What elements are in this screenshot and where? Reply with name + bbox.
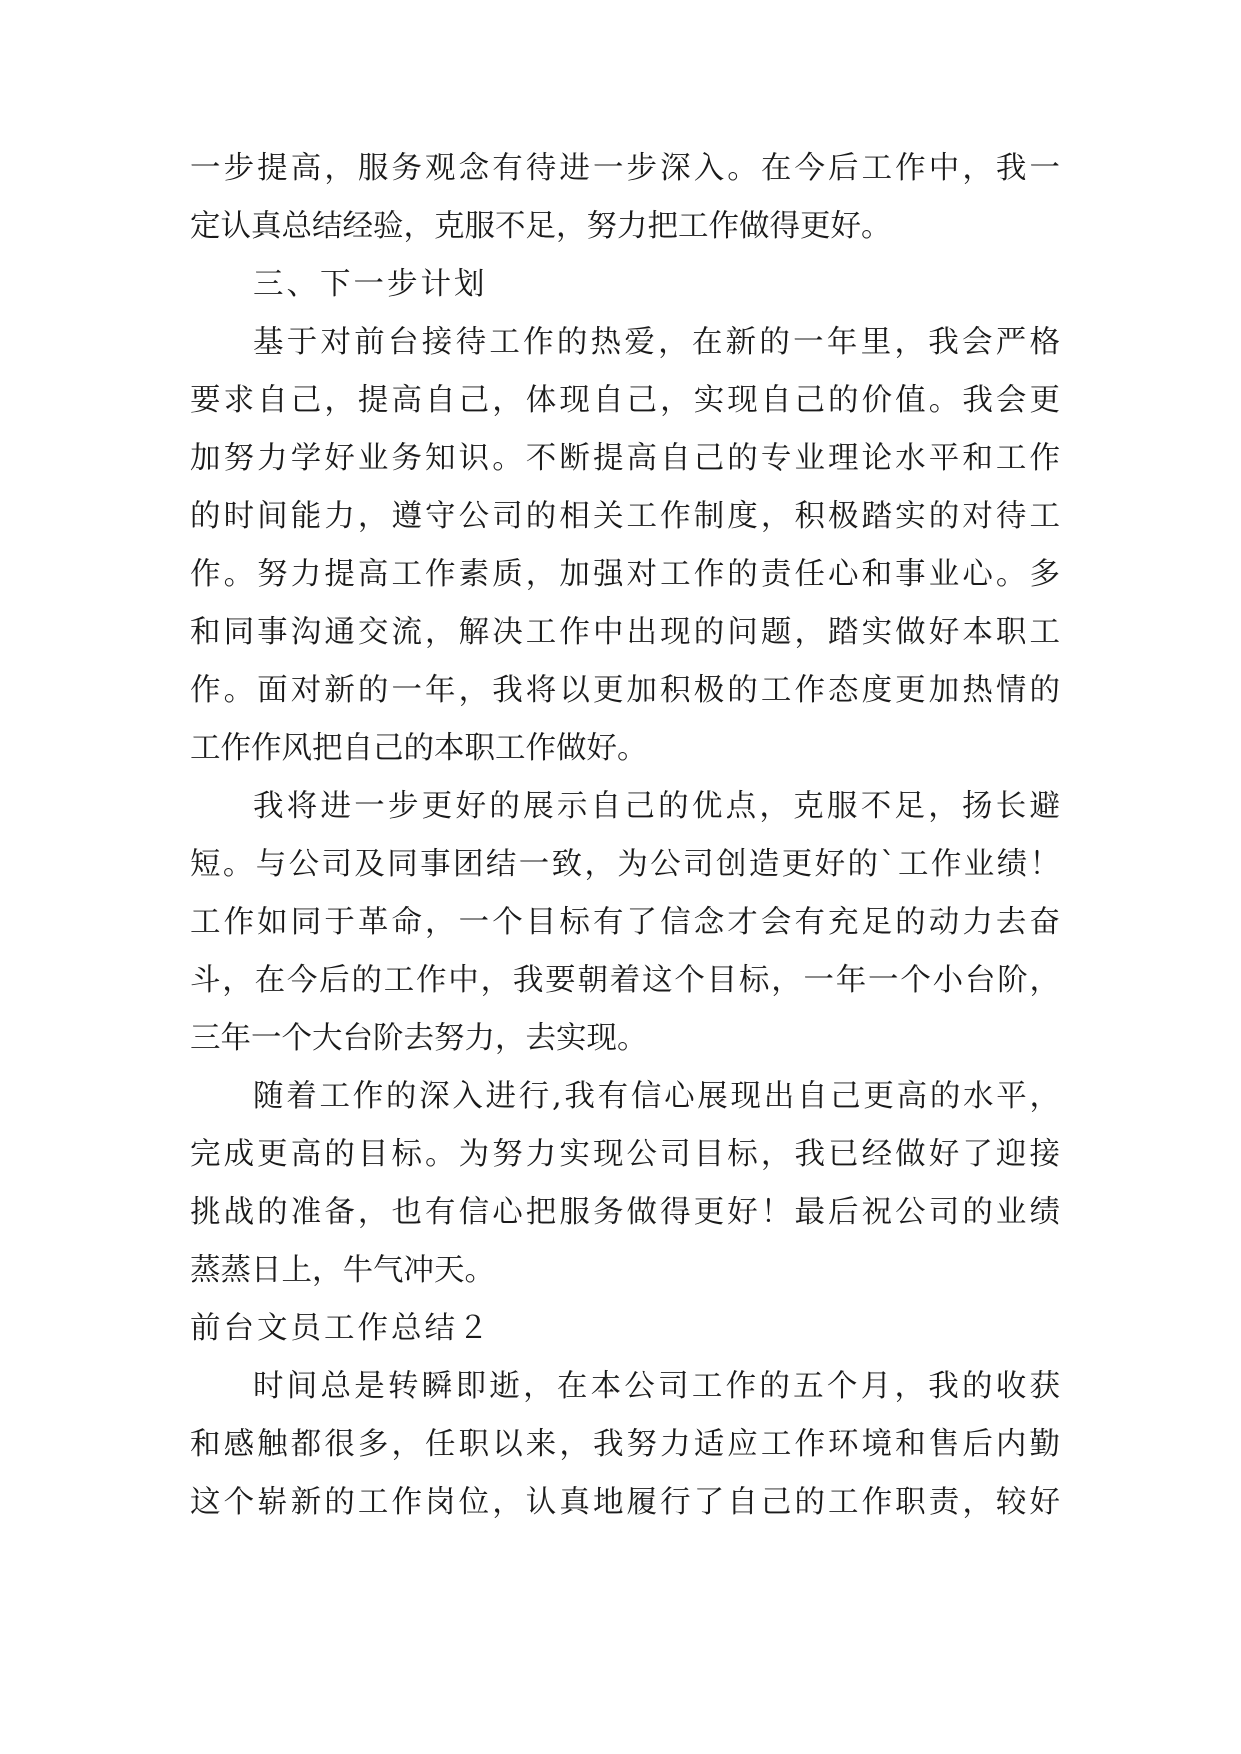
text-line: 作。面对新的一年，我将以更加积极的工作态度更加热情的 [190,673,1060,708]
text-line: 的时间能力，遵守公司的相关工作制度，积极踏实的对待工 [190,499,1060,534]
text-line: 和同事沟通交流，解决工作中出现的问题，踏实做好本职工 [190,615,1060,650]
text-line: 这个崭新的工作岗位，认真地履行了自己的工作职责，较好 [190,1485,1060,1520]
text-line: 蒸蒸日上，牛气冲天。 [190,1253,495,1288]
text-line: 短。与公司及同事团结一致，为公司创造更好的`工作业绩！ [190,847,1060,882]
text-line: 时间总是转瞬即逝，在本公司工作的五个月，我的收获 [253,1369,1060,1404]
text-line: 基于对前台接待工作的热爱，在新的一年里，我会严格 [253,325,1060,360]
text-line: 定认真总结经验，克服不足，努力把工作做得更好。 [190,209,892,244]
text-line: 工作如同于革命，一个目标有了信念才会有充足的动力去奋 [190,905,1060,940]
text-line: 挑战的准备，也有信心把服务做得更好！最后祝公司的业绩 [190,1195,1060,1230]
text-line: 斗，在今后的工作中，我要朝着这个目标，一年一个小台阶， [190,963,1060,998]
text-line: 作。努力提高工作素质，加强对工作的责任心和事业心。多 [190,557,1060,592]
text-line: 和感触都很多，任职以来，我努力适应工作环境和售后内勤 [190,1427,1060,1462]
document-subtitle: 前台文员工作总结２ [190,1311,492,1346]
text-line: 要求自己，提高自己，体现自己，实现自己的价值。我会更 [190,383,1060,418]
text-line: 一步提高，服务观念有待进一步深入。在今后工作中，我一 [190,151,1060,186]
text-line: 完成更高的目标。为努力实现公司目标，我已经做好了迎接 [190,1137,1060,1172]
text-line: 工作作风把自己的本职工作做好。 [190,731,648,766]
section-heading: 三、下一步计划 [253,267,488,302]
text-line: 三年一个大台阶去努力，去实现。 [190,1021,648,1056]
text-line: 随着工作的深入进行,我有信心展现出自己更高的水平， [253,1079,1060,1114]
text-line: 我将进一步更好的展示自己的优点，克服不足，扬长避 [253,789,1060,824]
text-line: 加努力学好业务知识。不断提高自己的专业理论水平和工作 [190,441,1060,476]
